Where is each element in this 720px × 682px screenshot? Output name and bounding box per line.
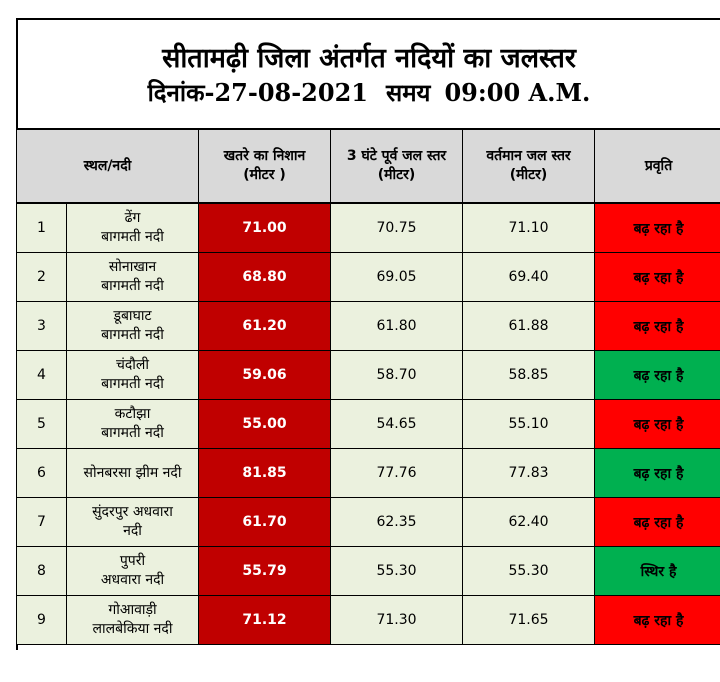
serial-number: 7 xyxy=(17,498,67,547)
river-name: बागमती नदी xyxy=(101,327,164,343)
river-name: अधवारा नदी xyxy=(100,572,165,588)
danger-level: 55.79 xyxy=(199,547,331,596)
place-name: डूबाघाट xyxy=(113,308,152,324)
previous-level: 54.65 xyxy=(331,400,463,449)
danger-level: 81.85 xyxy=(199,449,331,498)
place-name: ढेंग xyxy=(124,210,141,226)
previous-level: 62.35 xyxy=(331,498,463,547)
report-date-time xyxy=(18,76,720,109)
column-header-curr-unit: (मीटर) xyxy=(509,167,548,183)
place-river xyxy=(67,449,199,498)
column-header-prev-unit: (मीटर) xyxy=(377,167,416,183)
place-river xyxy=(67,302,199,351)
place-river xyxy=(67,498,199,547)
serial-number: 5 xyxy=(17,400,67,449)
table-row xyxy=(17,253,720,302)
table-header-row xyxy=(17,129,720,203)
current-level: 58.85 xyxy=(463,351,595,400)
danger-level: 68.80 xyxy=(199,253,331,302)
place-river xyxy=(67,547,199,596)
place-river xyxy=(67,596,199,645)
trend-status: बढ़ रहा है xyxy=(595,253,720,302)
water-level-sheet xyxy=(16,18,720,650)
place-name: सोनाखान xyxy=(108,259,157,275)
title-block xyxy=(18,20,720,128)
table-row xyxy=(17,596,720,645)
danger-level: 71.12 xyxy=(199,596,331,645)
serial-number: 6 xyxy=(17,449,67,498)
trend-status: स्थिर है xyxy=(595,547,720,596)
previous-level: 69.05 xyxy=(331,253,463,302)
current-level: 55.10 xyxy=(463,400,595,449)
column-header-danger xyxy=(199,129,331,203)
trend-status: बढ़ रहा है xyxy=(595,596,720,645)
place-river xyxy=(67,203,199,253)
current-level: 69.40 xyxy=(463,253,595,302)
serial-number: 9 xyxy=(17,596,67,645)
current-level: 77.83 xyxy=(463,449,595,498)
place-name: सुंदरपुर अधवारा xyxy=(92,504,173,520)
danger-level: 71.00 xyxy=(199,203,331,253)
table-row xyxy=(17,203,720,253)
table-row xyxy=(17,302,720,351)
serial-number: 2 xyxy=(17,253,67,302)
danger-level: 59.06 xyxy=(199,351,331,400)
report-time: 09:00 A.M. xyxy=(444,78,591,107)
column-header-trend: प्रवृति xyxy=(595,129,720,203)
trend-status: बढ़ रहा है xyxy=(595,302,720,351)
table-row xyxy=(17,547,720,596)
column-header-prev xyxy=(331,129,463,203)
place-name: चंदौली xyxy=(115,357,150,373)
column-header-curr-title: वर्तमान जल स्तर xyxy=(486,148,571,164)
serial-number: 8 xyxy=(17,547,67,596)
column-header-prev-title: 3 घंटे पूर्व जल स्तर xyxy=(346,148,447,164)
previous-level: 55.30 xyxy=(331,547,463,596)
river-name: बागमती नदी xyxy=(101,229,164,245)
place-river xyxy=(67,351,199,400)
current-level: 61.88 xyxy=(463,302,595,351)
time-label: समय xyxy=(385,78,431,107)
report-date: दिनांक-27-08-2021 xyxy=(147,78,368,107)
river-name: बागमती नदी xyxy=(101,425,164,441)
trend-status: बढ़ रहा है xyxy=(595,498,720,547)
trend-status: बढ़ रहा है xyxy=(595,449,720,498)
current-level: 71.65 xyxy=(463,596,595,645)
place-river xyxy=(67,400,199,449)
current-level: 62.40 xyxy=(463,498,595,547)
danger-level: 55.00 xyxy=(199,400,331,449)
danger-level: 61.70 xyxy=(199,498,331,547)
place-name: गोआवाड़ी xyxy=(108,602,157,618)
column-header-danger-unit: (मीटर ) xyxy=(243,167,286,183)
river-name: नदी xyxy=(123,523,142,539)
previous-level: 71.30 xyxy=(331,596,463,645)
table-row xyxy=(17,449,720,498)
trend-status: बढ़ रहा है xyxy=(595,351,720,400)
current-level: 55.30 xyxy=(463,547,595,596)
river-name: बागमती नदी xyxy=(101,278,164,294)
previous-level: 77.76 xyxy=(331,449,463,498)
column-header-curr xyxy=(463,129,595,203)
serial-number: 1 xyxy=(17,203,67,253)
previous-level: 70.75 xyxy=(331,203,463,253)
danger-level: 61.20 xyxy=(199,302,331,351)
table-row xyxy=(17,400,720,449)
river-name: लालबेकिया नदी xyxy=(92,621,173,637)
place-name: पुपरी xyxy=(119,553,146,569)
table-body xyxy=(17,203,720,645)
trend-status: बढ़ रहा है xyxy=(595,203,720,253)
column-header-place: स्थल/नदी xyxy=(17,129,199,203)
water-level-table xyxy=(16,128,720,645)
column-header-danger-title: खतरे का निशान xyxy=(223,148,306,164)
previous-level: 58.70 xyxy=(331,351,463,400)
place-name: कटौझा xyxy=(114,406,151,422)
table-row xyxy=(17,498,720,547)
current-level: 71.10 xyxy=(463,203,595,253)
serial-number: 4 xyxy=(17,351,67,400)
previous-level: 61.80 xyxy=(331,302,463,351)
river-name: बागमती नदी xyxy=(101,376,164,392)
report-title: सीतामढ़ी जिला अंतर्गत नदियों का जलस्तर xyxy=(162,43,576,74)
table-row xyxy=(17,351,720,400)
serial-number: 3 xyxy=(17,302,67,351)
place-name: सोनबरसा झीम नदी xyxy=(83,464,182,481)
place-river xyxy=(67,253,199,302)
trend-status: बढ़ रहा है xyxy=(595,400,720,449)
